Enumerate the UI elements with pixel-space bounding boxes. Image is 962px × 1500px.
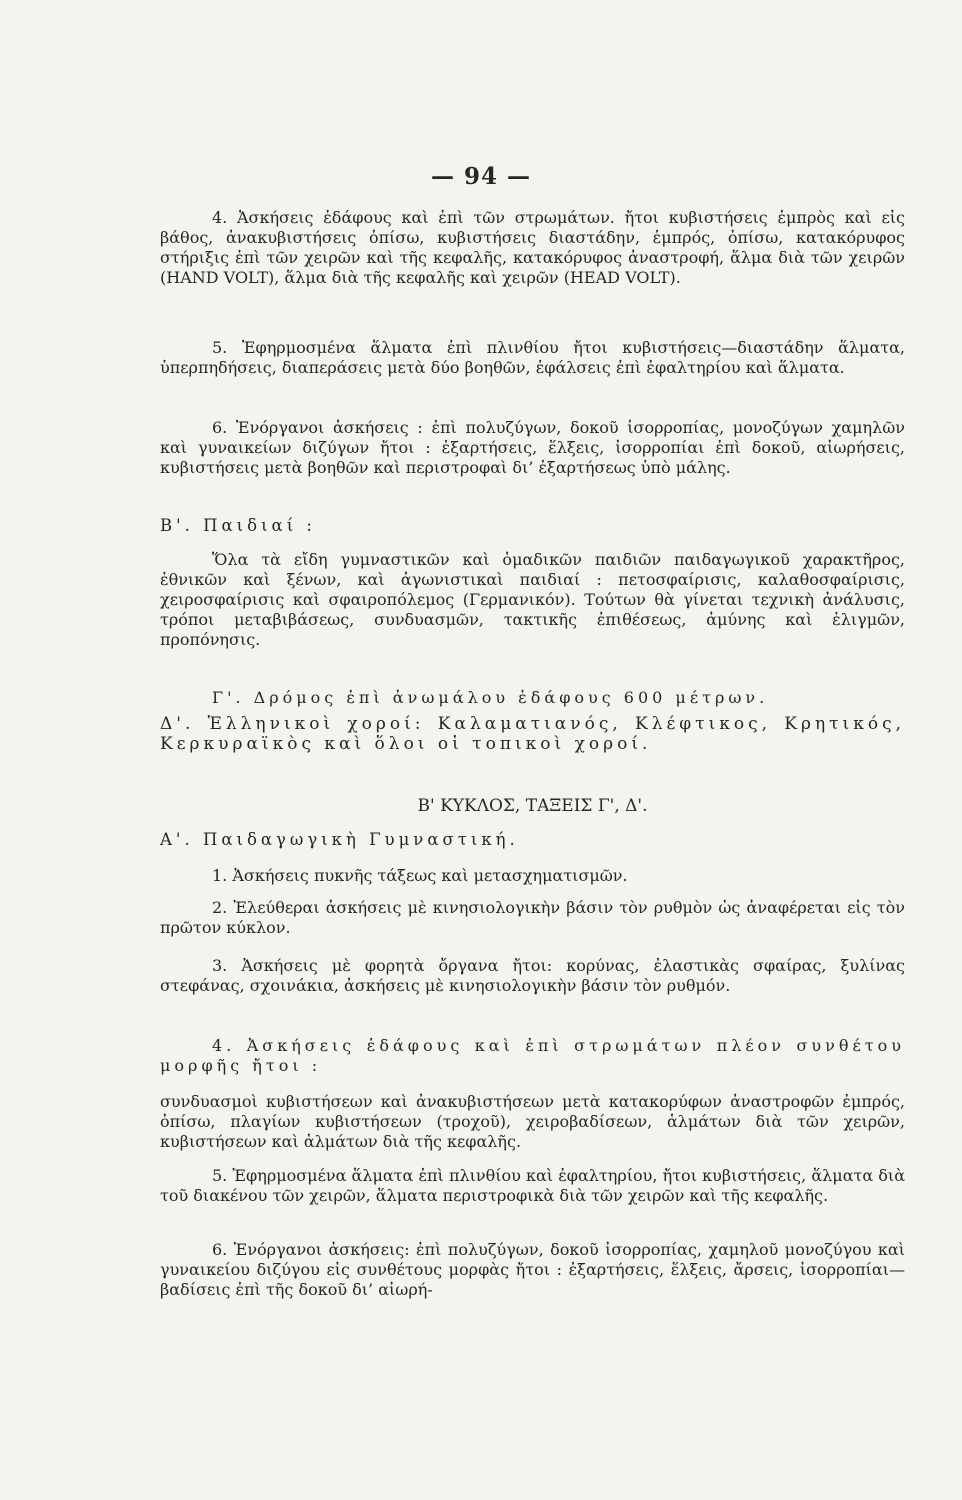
section-g-line: Γ'. Δρόμος ἐπὶ ἀνωμάλου ἐδάφους 600 μέτρων. (212, 688, 769, 707)
section-a-heading: Α'. Παιδαγωγικὴ Γυμναστική. (160, 830, 519, 849)
item-3: 3. Ἀσκήσεις μὲ φορητὰ ὄργανα ἤτοι: κορύνας, ἐλαστικὰς σφαίρας, ξυλίνας στεφάνας, σχοινάκια, ἀσκήσεις μὲ κινησιολογικὴν βάσιν τὸν ρυθμόν. (160, 956, 905, 995)
item-1: 1. Ἀσκήσεις πυκνῆς τάξεως καὶ μετασχηματισμῶν. (212, 866, 628, 885)
item-4-heading: 4. Ἀσκήσεις ἐδάφους καὶ ἐπὶ στρωμάτων πλέον συνθέτου μορφῆς ἤτοι : (160, 1036, 905, 1075)
page-number: — 94 — (430, 163, 532, 190)
item-2: 2. Ἐλεύθεραι ἀσκήσεις μὲ κινησιολογικὴν βάσιν τὸν ρυθμὸν ὡς ἀναφέρεται εἰς τὸν πρῶτον κύκλον. (160, 898, 905, 937)
section-title: Β' ΚΥΚΛΟΣ, ΤΑΞΕΙΣ Γ', Δ'. (417, 796, 648, 816)
paragraph-5: 5. Ἐφηρμοσμένα ἅλματα ἐπὶ πλινθίου ἤτοι κυβιστήσεις—διαστάδην ἅλματα, ὑπερπηδήσεις, διαπεράσεις μετὰ δύο βοηθῶν, ἐφάλσεις ἐπὶ ἐφαλτηρίου καὶ ἅλματα. (160, 338, 905, 377)
section-b-heading: Β'. Παιδιαί : (160, 516, 316, 535)
item-4-body: συνδυασμοὶ κυβιστήσεων καὶ ἀνακυβιστήσεων μετὰ κατακορύφων ἀναστροφῶν ἐμπρός, ὀπίσω, πλαγίων κυβιστήσεων (τροχοῦ), χειροβαδίσεων, ἁλμάτων διὰ τῶν χειρῶν, κυβιστήσεων καὶ ἁλμάτων διὰ τῆς κεφαλῆς. (160, 1092, 905, 1151)
item-6: 6. Ἐνόργανοι ἀσκήσεις: ἐπὶ πολυζύγων, δοκοῦ ἰσορροπίας, χαμηλοῦ μονοζύγου καὶ γυναικείου διζύγου εἰς συνθέτους μορφὰς ἤτοι : ἐξαρτήσεις, ἕλξεις, ἄρσεις, ἰσορροπίαι—βαδίσεις ἐπὶ τῆς δοκοῦ δι’ αἰωρή- (160, 1240, 905, 1299)
section-b-text: Ὅλα τὰ εἴδη γυμναστικῶν καὶ ὁμαδικῶν παιδιῶν παιδαγωγικοῦ χαρακτῆρος, ἐθνικῶν καὶ ξένων, καὶ ἀγωνιστικαὶ παιδιαί : πετοσφαίρισις, καλαθοσφαίρισις, χειροσφαίρισις καὶ σφαιροπόλεμος (Γερμανικόν). Τούτων θὰ γίνεται τεχνικὴ ἀνάλυσις, τρόποι μεταβιβάσεως, συνδυασμῶν, τακτικῆς ἐπιθέσεως, ἀμύνης καὶ ἑλιγμῶν, προπόνησις. (160, 550, 905, 649)
paragraph-4: 4. Ἀσκήσεις ἐδάφους καὶ ἐπὶ τῶν στρωμάτων. ἤτοι κυβιστήσεις ἐμπρὸς καὶ εἰς βάθος, ἀνακυβιστήσεις ὀπίσω, κυβιστήσεις διαστάδην, ἐμπρός, ὀπίσω, κατακόρυφος στήριξις ἐπὶ τῶν χειρῶν καὶ τῆς κεφαλῆς, κατακόρυφος ἀναστροφή, ἅλμα διὰ τῶν χειρῶν (HAND VOLT), ἅλμα διὰ τῆς κεφαλῆς καὶ χειρῶν (HEAD VOLT). (160, 208, 905, 287)
section-d-text: Δ'. Ἑλληνικοὶ χοροί: Καλαματιανός, Κλέφτικος, Κρητικός, Κερκυραϊκὸς καὶ ὅλοι οἱ τοπικοὶ χοροί. (160, 714, 905, 754)
paragraph-6: 6. Ἐνόργανοι ἀσκήσεις : ἐπὶ πολυζύγων, δοκοῦ ἰσορροπίας, μονοζύγων χαμηλῶν καὶ γυναικείων διζύγων ἤτοι : ἐξαρτήσεις, ἕλξεις, ἰσορροπίαι ἐπὶ δοκοῦ, αἰωρήσεις, κυβιστήσεις μετὰ βοηθῶν καὶ περιστροφαὶ δι’ ἐξαρτήσεως ὑπὸ μάλης. (160, 418, 905, 477)
item-5: 5. Ἐφηρμοσμένα ἅλματα ἐπὶ πλινθίου καὶ ἐφαλτηρίου, ἤτοι κυβιστήσεις, ἅλματα διὰ τοῦ διακένου τῶν χειρῶν, ἅλματα περιστροφικὰ διὰ τῶν χειρῶν καὶ τῆς κεφαλῆς. (160, 1166, 905, 1205)
